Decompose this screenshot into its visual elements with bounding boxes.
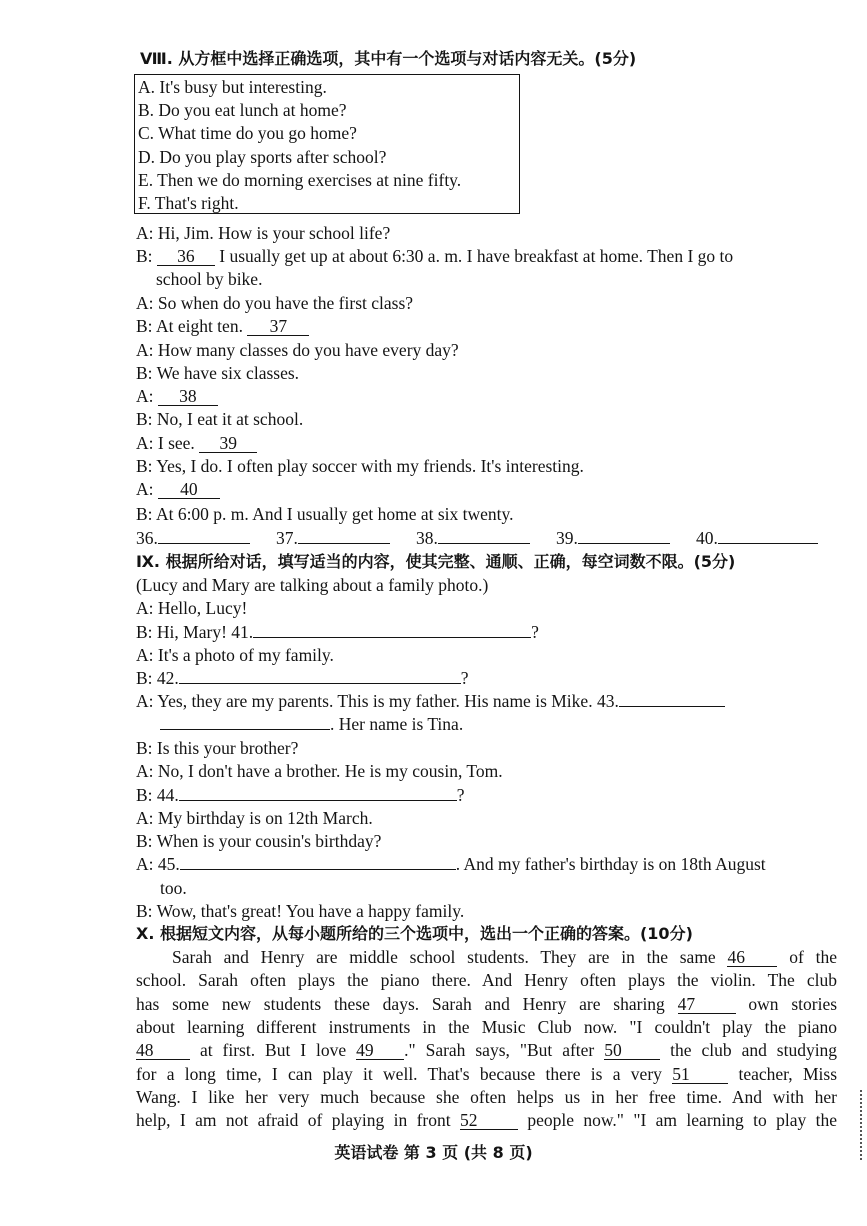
passage-line: about learning different instruments in the Music Club now. "I couldn't play the piano <box>136 1017 837 1037</box>
dialogue-line: B: We have six classes. <box>136 363 300 383</box>
answer-line-38: 38. <box>416 527 530 549</box>
blank-47[interactable]: 47 <box>678 995 736 1014</box>
passage-line: Sarah and Henry are middle school students. They are in the same 46 of the <box>172 947 837 967</box>
answer-field-37[interactable] <box>298 527 390 544</box>
dialogue-line: B: 36 I usually get up at about 6:30 a. m. I have breakfast at home. Then I go to <box>136 246 734 266</box>
blank-37[interactable]: 37 <box>247 317 309 336</box>
dialogue-line: B: No, I eat it at school. <box>136 409 304 429</box>
blank-40[interactable]: 40 <box>158 480 220 499</box>
dialogue-line: A: 40 <box>136 478 220 500</box>
dialogue-line: B: At 6:00 p. m. And I usually get home at six twenty. <box>136 504 514 524</box>
blank-46[interactable]: 46 <box>727 948 777 967</box>
answer-field-40[interactable] <box>718 527 818 544</box>
answer-field-42[interactable] <box>179 667 461 684</box>
answer-field-43b[interactable] <box>160 713 330 730</box>
blank-48[interactable]: 48 <box>136 1041 190 1060</box>
dialogue-line: A: Yes, they are my parents. This is my father. His name is Mike. 43. <box>136 690 725 712</box>
answer-line-37: 37. <box>276 527 390 549</box>
section-9-intro: (Lucy and Mary are talking about a family photo.) <box>136 575 489 595</box>
option-e: E. Then we do morning exercises at nine fifty. <box>138 170 462 190</box>
blank-49[interactable]: 49 <box>356 1041 404 1060</box>
blank-38[interactable]: 38 <box>158 387 218 406</box>
option-b: B. Do you eat lunch at home? <box>138 100 347 120</box>
dialogue-line: B: At eight ten. 37 <box>136 315 309 337</box>
section-10-heading: Ⅹ. 根据短文内容，从每小题所给的三个选项中，选出一个正确的答案。(10分) <box>136 924 693 943</box>
dialogue-line: B: When is your cousin's birthday? <box>136 831 382 851</box>
dialogue-line: school by bike. <box>156 269 263 289</box>
blank-39[interactable]: 39 <box>199 434 257 453</box>
blank-50[interactable]: 50 <box>604 1041 660 1060</box>
answer-line-40: 40. <box>696 527 818 549</box>
dialogue-line: B: Is this your brother? <box>136 738 299 758</box>
dialogue-line: A: Hi, Jim. How is your school life? <box>136 223 391 243</box>
passage-line: 48 at first. But I love 49 ." Sarah says, "But after 50 the club and studying <box>136 1040 838 1060</box>
option-c: C. What time do you go home? <box>138 123 357 143</box>
answer-field-41[interactable] <box>253 621 531 638</box>
blank-36[interactable]: 36 <box>157 247 215 266</box>
dialogue-line: A: So when do you have the first class? <box>136 293 414 313</box>
passage-line: has some new students these days. Sarah and Henry are sharing 47 own stories <box>136 994 838 1014</box>
answer-field-38[interactable] <box>438 527 530 544</box>
dialogue-line: A: How many classes do you have every day? <box>136 340 459 360</box>
dialogue-line: B: Wow, that's great! You have a happy family. <box>136 901 465 921</box>
dialogue-line: B: Hi, Mary! 41. ? <box>136 622 539 642</box>
section-8-heading: Ⅷ. 从方框中选择正确选项，其中有一个选项与对话内容无关。(5分) <box>140 49 637 68</box>
answer-line-39: 39. <box>556 527 670 549</box>
dialogue-line: A: Hello, Lucy! <box>136 598 248 618</box>
blank-51[interactable]: 51 <box>672 1065 728 1084</box>
dialogue-line: A: My birthday is on 12th March. <box>136 808 373 828</box>
passage-line: help, I am not afraid of playing in front 52 people now." "I am learning to play the <box>136 1110 838 1130</box>
dialogue-line: B: 44. ? <box>136 785 465 805</box>
dialogue-line: too. <box>160 878 187 898</box>
answer-field-39[interactable] <box>578 527 670 544</box>
passage-line: for a long time, I can play it well. That's because there is a very 51 teacher, Miss <box>136 1064 838 1084</box>
page-footer: 英语试卷 第 3 页 (共 8 页) <box>334 1143 533 1162</box>
blank-52[interactable]: 52 <box>460 1111 518 1130</box>
answer-field-44[interactable] <box>179 784 457 801</box>
passage-line: school. Sarah often plays the piano there. And Henry often plays the violin. The club <box>136 970 837 990</box>
binding-edge-marks <box>860 1090 865 1160</box>
answer-line-36: 36. <box>136 527 250 549</box>
answer-field-45[interactable] <box>180 853 456 870</box>
option-d: D. Do you play sports after school? <box>138 147 387 167</box>
option-f: F. That's right. <box>138 193 239 213</box>
dialogue-line: A: 38 <box>136 385 218 407</box>
dialogue-line: B: Yes, I do. I often play soccer with my friends. It's interesting. <box>136 456 584 476</box>
dialogue-line: A: No, I don't have a brother. He is my cousin, Tom. <box>136 761 503 781</box>
section-9-heading: Ⅸ. 根据所给对话，填写适当的内容，使其完整、通顺、正确，每空词数不限。(5分) <box>136 552 736 571</box>
answer-field-36[interactable] <box>158 527 250 544</box>
dialogue-line: A: I see. 39 <box>136 432 257 454</box>
answer-field-43a[interactable] <box>619 690 725 707</box>
passage-line: Wang. I like her very much because she often helps us in her free time. And with her <box>136 1087 837 1107</box>
option-a: A. It's busy but interesting. <box>138 77 327 97</box>
dialogue-line: . Her name is Tina. <box>160 713 463 735</box>
dialogue-line: A: 45. . And my father's birthday is on 18th August <box>136 854 766 874</box>
dialogue-line: B: 42. ? <box>136 668 469 688</box>
dialogue-line: A: It's a photo of my family. <box>136 645 334 665</box>
